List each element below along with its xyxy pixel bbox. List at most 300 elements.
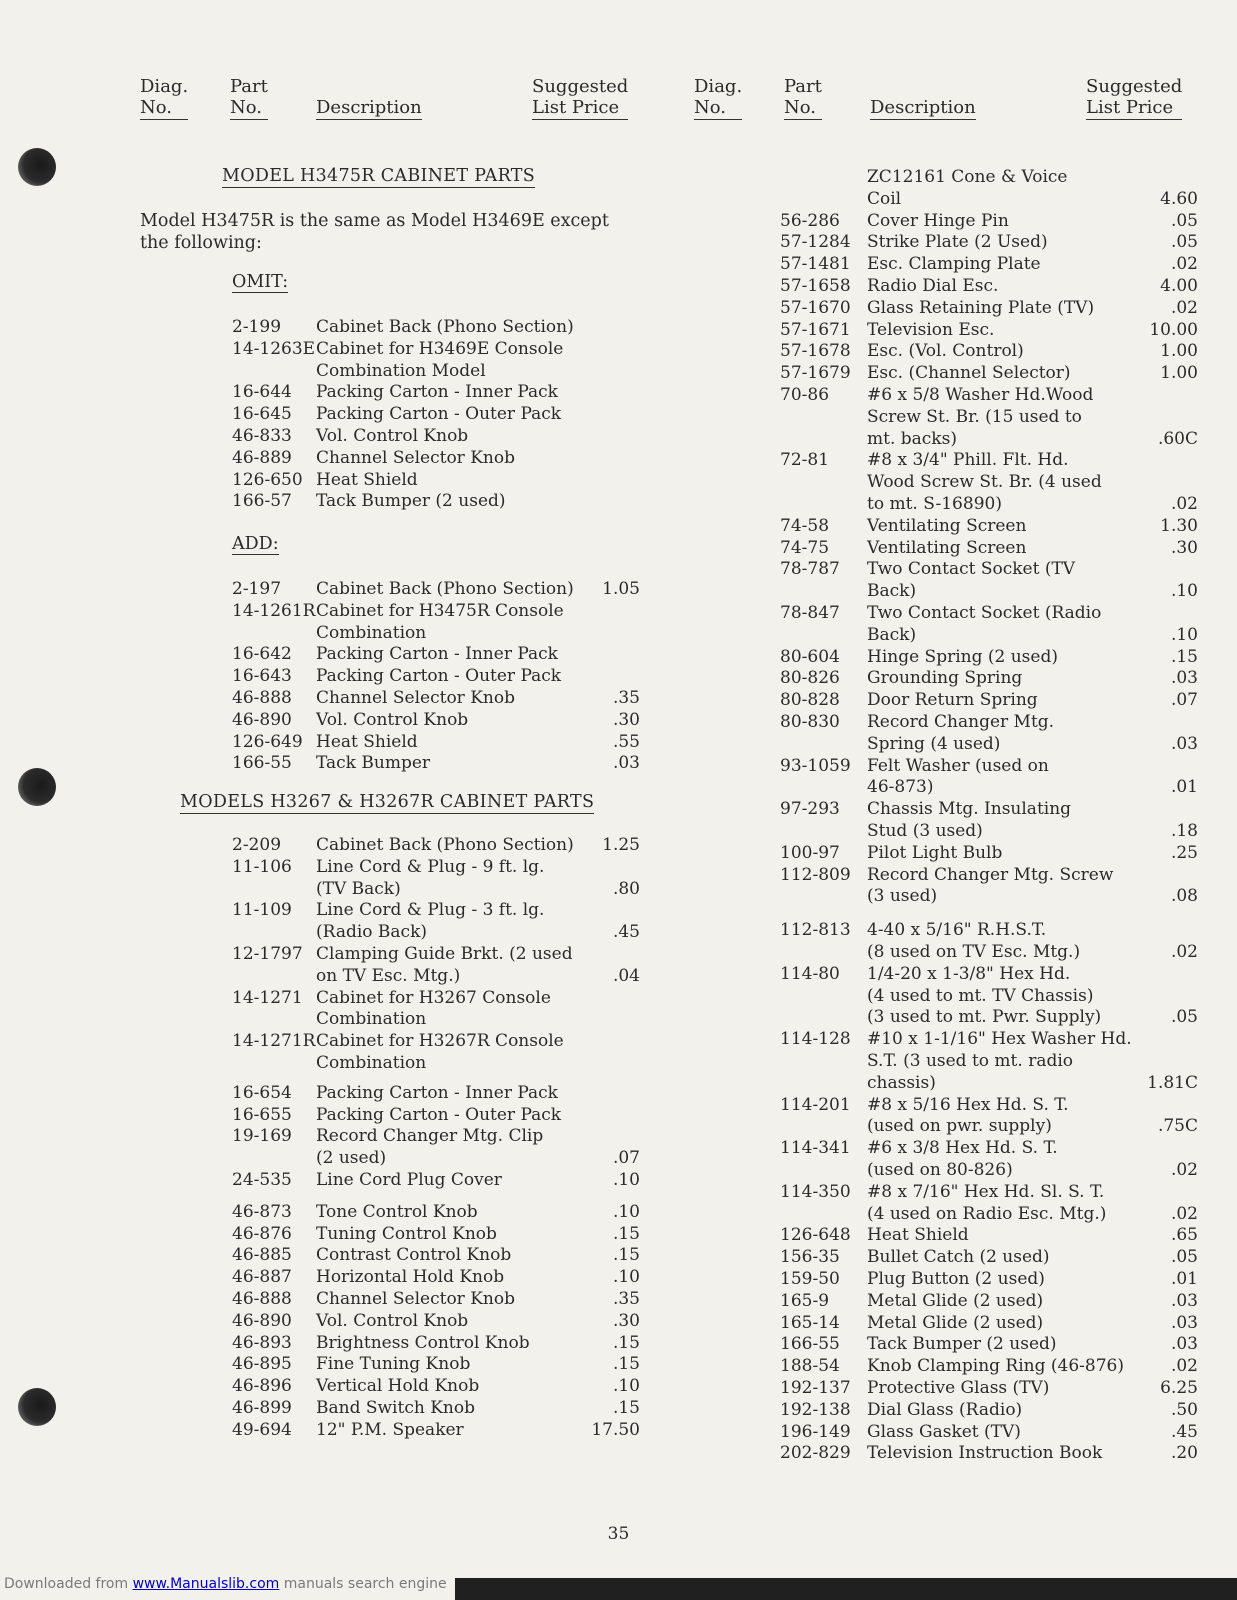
part-description: Pilot Light Bulb (867, 842, 1003, 863)
table-row (780, 319, 1198, 341)
part-description: Line Cord Plug Cover (316, 1170, 502, 1190)
table-row (232, 1201, 640, 1223)
header-part-no: Part No. (230, 76, 268, 118)
list-price: .04 (612, 965, 640, 986)
part-description: Vol. Control Knob (316, 1310, 469, 1331)
table-row (780, 493, 1198, 515)
table-row (780, 1333, 1198, 1355)
part-number: 14-1271R (232, 1031, 316, 1052)
part-description: Combination (316, 622, 427, 643)
table-row (232, 965, 640, 987)
list-price: .10 (612, 1376, 640, 1397)
part-number: 11-106 (232, 856, 292, 877)
part-description: #8 x 5/16 Hex Hd. S. T. (867, 1094, 1069, 1115)
part-number: 46-887 (232, 1267, 292, 1288)
part-description: Two Contact Socket (Radio (867, 603, 1102, 623)
table-row (780, 297, 1198, 319)
part-number: 112-813 (780, 920, 851, 941)
manualslib-link[interactable]: www.Manualslib.com (132, 1576, 280, 1592)
part-number: 126-649 (232, 731, 303, 752)
list-price: .25 (1170, 842, 1198, 863)
add-label: ADD: (232, 534, 279, 554)
table-row (232, 1169, 640, 1191)
part-description: (3 used to mt. Pwr. Supply) (867, 1007, 1102, 1028)
list-price: .15 (612, 1332, 640, 1353)
part-description: Glass Retaining Plate (TV) (867, 297, 1095, 318)
table-row (232, 752, 640, 774)
part-description: Line Cord & Plug - 3 ft. lg. (316, 900, 545, 921)
part-number: 16-645 (232, 404, 292, 425)
table-row (232, 316, 640, 338)
part-number: 80-828 (780, 690, 840, 711)
header-description: Description (316, 97, 422, 118)
table-row (232, 921, 640, 943)
table-row (780, 1246, 1198, 1268)
table-row (780, 885, 1198, 907)
part-number: 16-642 (232, 644, 292, 665)
part-description: Wood Screw St. Br. (4 used (867, 472, 1102, 493)
table-row (232, 1332, 640, 1354)
list-price: .03 (612, 753, 640, 774)
part-description: Heat Shield (316, 469, 418, 490)
part-number: 70-86 (780, 385, 830, 405)
part-description: Cover Hinge Pin (867, 210, 1009, 231)
list-price: .30 (1170, 537, 1198, 558)
list-price: .45 (612, 922, 640, 943)
table-row (232, 1310, 640, 1332)
table-row (232, 709, 640, 731)
part-description: Record Changer Mtg. (867, 712, 1055, 732)
table-row (232, 1397, 640, 1419)
table-row (232, 469, 640, 491)
list-price: .10 (1170, 624, 1198, 645)
table-row (780, 624, 1198, 646)
table-row (780, 1006, 1198, 1028)
table-row (232, 1353, 640, 1375)
table-row (232, 878, 640, 900)
part-description: Screw St. Br. (15 used to (867, 406, 1082, 427)
part-number: 166-55 (780, 1334, 840, 1355)
part-description: Vol. Control Knob (316, 426, 469, 446)
part-description: Strike Plate (2 Used) (867, 232, 1048, 253)
part-number: 57-1284 (780, 232, 851, 253)
omit-label: OMIT: (232, 272, 289, 292)
list-price: .75C (1157, 1116, 1198, 1137)
part-number: 80-604 (780, 646, 840, 667)
list-price: .18 (1170, 821, 1198, 841)
table-row (780, 1442, 1198, 1464)
table-row (780, 428, 1198, 450)
part-number: 126-650 (232, 469, 303, 490)
part-number: 192-138 (780, 1399, 851, 1420)
part-description: Tone Control Knob (316, 1201, 478, 1222)
part-description: Door Return Spring (867, 690, 1038, 711)
part-description: (8 used on TV Esc. Mtg.) (867, 942, 1081, 962)
list-price: .35 (612, 1289, 640, 1309)
part-description: chassis) (867, 1072, 936, 1093)
part-description: Brightness Control Knob (316, 1332, 530, 1353)
part-number: 114-128 (780, 1029, 851, 1050)
list-price: 1.00 (1160, 341, 1198, 362)
table-row (780, 1290, 1198, 1312)
list-price: 1.81C (1147, 1072, 1198, 1093)
table-row (780, 919, 1198, 941)
part-number: 159-50 (780, 1269, 840, 1289)
table-row (780, 776, 1198, 798)
table-row (780, 1050, 1198, 1072)
part-description: Spring (4 used) (867, 733, 1001, 754)
list-price: .03 (1170, 1290, 1198, 1311)
list-price: 1.00 (1160, 363, 1198, 384)
part-description: Cabinet for H3469E Console (316, 338, 564, 359)
part-description: Cabinet for H3267 Console (316, 987, 551, 1008)
part-number: 74-58 (780, 515, 830, 536)
table-row (232, 338, 640, 360)
header-list-price: Suggested List Price (532, 76, 629, 118)
table-row (780, 1312, 1198, 1334)
table-row (780, 1094, 1198, 1116)
part-number: 188-54 (780, 1356, 840, 1377)
part-description: S.T. (3 used to mt. radio (867, 1051, 1074, 1071)
table-row (780, 231, 1198, 253)
part-number: 93-1059 (780, 755, 851, 776)
table-row (780, 1115, 1198, 1137)
part-description: Heat Shield (867, 1225, 969, 1246)
part-number: 57-1658 (780, 276, 851, 296)
part-number: 57-1671 (780, 319, 851, 340)
table-row (780, 362, 1198, 384)
part-description: Packing Carton - Inner Pack (316, 1082, 558, 1103)
part-description: Bullet Catch (2 used) (867, 1247, 1050, 1268)
table-row (232, 1266, 640, 1288)
part-description: Television Instruction Book (867, 1443, 1103, 1464)
part-number: 97-293 (780, 799, 840, 820)
part-description: 4-40 x 5/16" R.H.S.T. (867, 920, 1047, 941)
part-number: 78-787 (780, 559, 840, 580)
part-description: Record Changer Mtg. Screw (867, 864, 1114, 885)
table-row (232, 600, 640, 622)
page-number: 35 (607, 1524, 630, 1544)
list-price: .15 (612, 1354, 640, 1375)
part-number: 74-75 (780, 537, 830, 558)
section-note: Model H3475R is the same as Model H3469E except the following: (140, 211, 609, 253)
part-number: 16-644 (232, 382, 292, 403)
table-row (780, 253, 1198, 275)
section-title: MODEL H3475R CABINET PARTS (222, 166, 536, 186)
part-description: Cabinet Back (Phono Section) (316, 579, 574, 599)
part-description: Cabinet Back (Phono Section) (316, 317, 574, 337)
table-row (780, 689, 1198, 711)
part-description: Cabinet for H3475R Console (316, 600, 564, 621)
part-number: 49-694 (232, 1419, 292, 1440)
table-row (232, 665, 640, 687)
table-row (232, 1288, 640, 1310)
part-number: 196-149 (780, 1421, 851, 1442)
part-description: Channel Selector Knob (316, 688, 515, 708)
part-description: Cabinet Back (Phono Section) (316, 835, 574, 855)
part-number: 46-873 (232, 1201, 292, 1222)
list-price: .02 (1170, 297, 1198, 318)
table-row (780, 1268, 1198, 1290)
list-price: .02 (1170, 1356, 1198, 1377)
part-number: 46-893 (232, 1332, 292, 1353)
table-row (232, 856, 640, 878)
list-price: .08 (1170, 886, 1198, 907)
table-row (780, 558, 1198, 580)
table-row (780, 384, 1198, 406)
part-number: 156-35 (780, 1247, 840, 1268)
table-row (232, 643, 640, 665)
part-description: Hinge Spring (2 used) (867, 646, 1058, 667)
part-number: 114-201 (780, 1094, 851, 1115)
list-price: .02 (1170, 254, 1198, 275)
list-price: .65 (1170, 1225, 1198, 1246)
list-price: 6.25 (1160, 1378, 1198, 1398)
table-row (232, 360, 640, 382)
part-number: 78-847 (780, 603, 840, 623)
table-row (780, 1028, 1198, 1050)
list-price: 1.05 (602, 579, 640, 599)
part-description: ZC12161 Cone & Voice (867, 167, 1068, 187)
part-description: (2 used) (316, 1148, 387, 1169)
table-row (780, 755, 1198, 777)
table-row (232, 447, 640, 469)
table-row (780, 210, 1198, 232)
table-row (780, 340, 1198, 362)
list-price: .35 (612, 688, 640, 708)
part-description: Esc. Clamping Plate (867, 254, 1041, 275)
table-row (780, 449, 1198, 471)
part-description: Packing Carton - Outer Pack (316, 1104, 562, 1125)
footer-text: Downloaded from www.Manualslib.com manuals search engine (4, 1576, 447, 1592)
table-row (232, 425, 640, 447)
left-parts-column (140, 162, 640, 1482)
table-row (780, 1224, 1198, 1246)
part-description: Tack Bumper (2 used) (316, 491, 506, 512)
part-description: Two Contact Socket (TV (867, 559, 1076, 580)
part-number: 11-109 (232, 900, 292, 921)
list-price: 1.25 (602, 835, 640, 855)
table-row (780, 406, 1198, 428)
part-description: Esc. (Channel Selector) (867, 363, 1071, 384)
part-number: 46-896 (232, 1376, 292, 1397)
part-description: Line Cord & Plug - 9 ft. lg. (316, 856, 545, 877)
part-number: 14-1271 (232, 987, 303, 1008)
list-price: .01 (1170, 1269, 1198, 1289)
table-row (780, 1159, 1198, 1181)
list-price: .02 (1170, 1203, 1198, 1224)
table-row (780, 842, 1198, 864)
list-price: .10 (1170, 581, 1198, 602)
list-price: .30 (612, 709, 640, 730)
part-description: Fine Tuning Knob (316, 1354, 471, 1375)
part-number: 114-80 (780, 963, 840, 984)
part-description: (used on 80-826) (867, 1160, 1013, 1180)
list-price: 1.30 (1160, 515, 1198, 536)
part-description: 12" P.M. Speaker (316, 1419, 464, 1440)
right-parts-column (780, 162, 1198, 1482)
part-number: 14-1263E (232, 338, 316, 359)
table-row (780, 963, 1198, 985)
table-row (232, 834, 640, 856)
table-row (780, 646, 1198, 668)
part-number: 46-890 (232, 1310, 292, 1331)
table-row (780, 1203, 1198, 1225)
part-number: 46-833 (232, 426, 292, 446)
footer-bar (455, 1578, 1237, 1600)
table-row (232, 687, 640, 709)
list-price: .05 (1170, 232, 1198, 253)
list-price: .03 (1170, 733, 1198, 754)
table-row (232, 1082, 640, 1104)
table-row (780, 711, 1198, 733)
part-description: Television Esc. (867, 319, 995, 340)
table-row (780, 941, 1198, 963)
part-number: 80-826 (780, 668, 840, 689)
part-number: 72-81 (780, 450, 830, 471)
table-row (780, 580, 1198, 602)
table-row (780, 798, 1198, 820)
download-footer (0, 1574, 1237, 1600)
part-number: 16-654 (232, 1082, 292, 1103)
part-description: Band Switch Knob (316, 1398, 475, 1418)
part-description: Protective Glass (TV) (867, 1378, 1050, 1398)
table-row (232, 1147, 640, 1169)
table-row (780, 515, 1198, 537)
part-description: (4 used to mt. TV Chassis) (867, 985, 1094, 1006)
part-number: 114-350 (780, 1181, 851, 1202)
part-description: Record Changer Mtg. Clip (316, 1126, 544, 1147)
part-number: 12-1797 (232, 944, 303, 964)
part-description: Grounding Spring (867, 668, 1023, 689)
part-number: 16-643 (232, 666, 292, 687)
part-description: Horizontal Hold Knob (316, 1267, 505, 1288)
part-description: Dial Glass (Radio) (867, 1399, 1023, 1420)
table-row (232, 1223, 640, 1245)
part-number: 46-876 (232, 1223, 292, 1244)
part-description: #8 x 7/16" Hex Hd. Sl. S. T. (867, 1181, 1105, 1202)
part-description: 1/4-20 x 1-3/8" Hex Hd. (867, 963, 1071, 984)
list-price: .45 (1170, 1421, 1198, 1442)
part-description: 46-873) (867, 777, 934, 798)
list-price: .03 (1170, 668, 1198, 689)
table-row (780, 985, 1198, 1007)
list-price: .55 (612, 731, 640, 752)
part-number: 46-885 (232, 1245, 292, 1266)
part-description: mt. backs) (867, 428, 957, 449)
part-number: 19-169 (232, 1126, 292, 1147)
part-number: 166-55 (232, 753, 292, 774)
part-number: 2-209 (232, 835, 282, 855)
part-description: Felt Washer (used on (867, 755, 1049, 776)
part-description: Tack Bumper (2 used) (867, 1334, 1057, 1355)
list-price: .05 (1170, 210, 1198, 231)
section-title: MODELS H3267 & H3267R CABINET PARTS (180, 792, 595, 812)
part-description: (TV Back) (316, 878, 401, 899)
punch-hole (18, 148, 56, 186)
header-diag-no: Diag. No. (694, 76, 743, 118)
table-row (232, 987, 640, 1009)
table-row (232, 1419, 640, 1441)
part-number: 126-648 (780, 1225, 851, 1246)
part-description: to mt. S-16890) (867, 494, 1002, 514)
table-row (232, 1244, 640, 1266)
list-price: .15 (612, 1398, 640, 1418)
part-description: Tack Bumper (316, 753, 431, 774)
part-description: Packing Carton - Outer Pack (316, 404, 562, 425)
part-number: 57-1679 (780, 363, 851, 384)
part-description: Radio Dial Esc. (867, 276, 999, 296)
part-description: Tuning Control Knob (316, 1223, 497, 1244)
part-description: Vertical Hold Knob (316, 1376, 480, 1397)
part-number: 166-57 (232, 491, 292, 512)
table-row (232, 490, 640, 512)
part-description: Coil (867, 188, 902, 209)
part-description: (Radio Back) (316, 922, 427, 943)
punch-hole (18, 768, 56, 806)
list-price: .15 (612, 1245, 640, 1266)
table-row (780, 733, 1198, 755)
table-row (780, 667, 1198, 689)
table-row (780, 166, 1198, 188)
part-number: 165-14 (780, 1312, 840, 1333)
table-row (780, 471, 1198, 493)
part-description: (used on pwr. supply) (867, 1116, 1052, 1137)
part-description: Contrast Control Knob (316, 1245, 512, 1266)
list-price: 4.60 (1160, 188, 1198, 209)
part-description: Glass Gasket (TV) (867, 1421, 1021, 1442)
table-row (780, 537, 1198, 559)
list-price: .02 (1170, 494, 1198, 514)
part-description: Metal Glide (2 used) (867, 1290, 1044, 1311)
list-price: .20 (1170, 1443, 1198, 1464)
list-price: .02 (1170, 1160, 1198, 1180)
list-price: 10.00 (1149, 319, 1198, 340)
table-row (232, 1008, 640, 1030)
part-description: Chassis Mtg. Insulating (867, 799, 1072, 820)
table-row (232, 943, 640, 965)
part-description: Channel Selector Knob (316, 1289, 515, 1309)
part-number: 46-888 (232, 688, 292, 708)
part-description: Ventilating Screen (867, 537, 1027, 558)
part-description: #6 x 3/8 Hex Hd. S. T. (867, 1138, 1058, 1159)
part-description: Combination (316, 1009, 427, 1030)
part-description: Esc. (Vol. Control) (867, 341, 1024, 362)
header-diag-no: Diag. No. (140, 76, 189, 118)
list-price: .30 (612, 1310, 640, 1331)
table-row (780, 275, 1198, 297)
table-row (780, 188, 1198, 210)
part-number: 46-899 (232, 1398, 292, 1418)
list-price: 4.00 (1160, 276, 1198, 296)
list-price: .03 (1170, 1312, 1198, 1333)
part-number: 100-97 (780, 842, 840, 863)
list-price: .10 (612, 1201, 640, 1222)
table-row (232, 731, 640, 753)
part-number: 57-1678 (780, 341, 851, 362)
list-price: .02 (1170, 942, 1198, 962)
part-description: on TV Esc. Mtg.) (316, 965, 461, 986)
part-description: Ventilating Screen (867, 515, 1027, 536)
part-number: 46-888 (232, 1289, 292, 1309)
header-description: Description (870, 97, 976, 118)
part-description: Back) (867, 624, 917, 645)
table-row (780, 1377, 1198, 1399)
part-number: 202-829 (780, 1443, 851, 1464)
list-price: .05 (1170, 1247, 1198, 1268)
part-description: Heat Shield (316, 731, 418, 752)
list-price: .15 (1170, 646, 1198, 667)
